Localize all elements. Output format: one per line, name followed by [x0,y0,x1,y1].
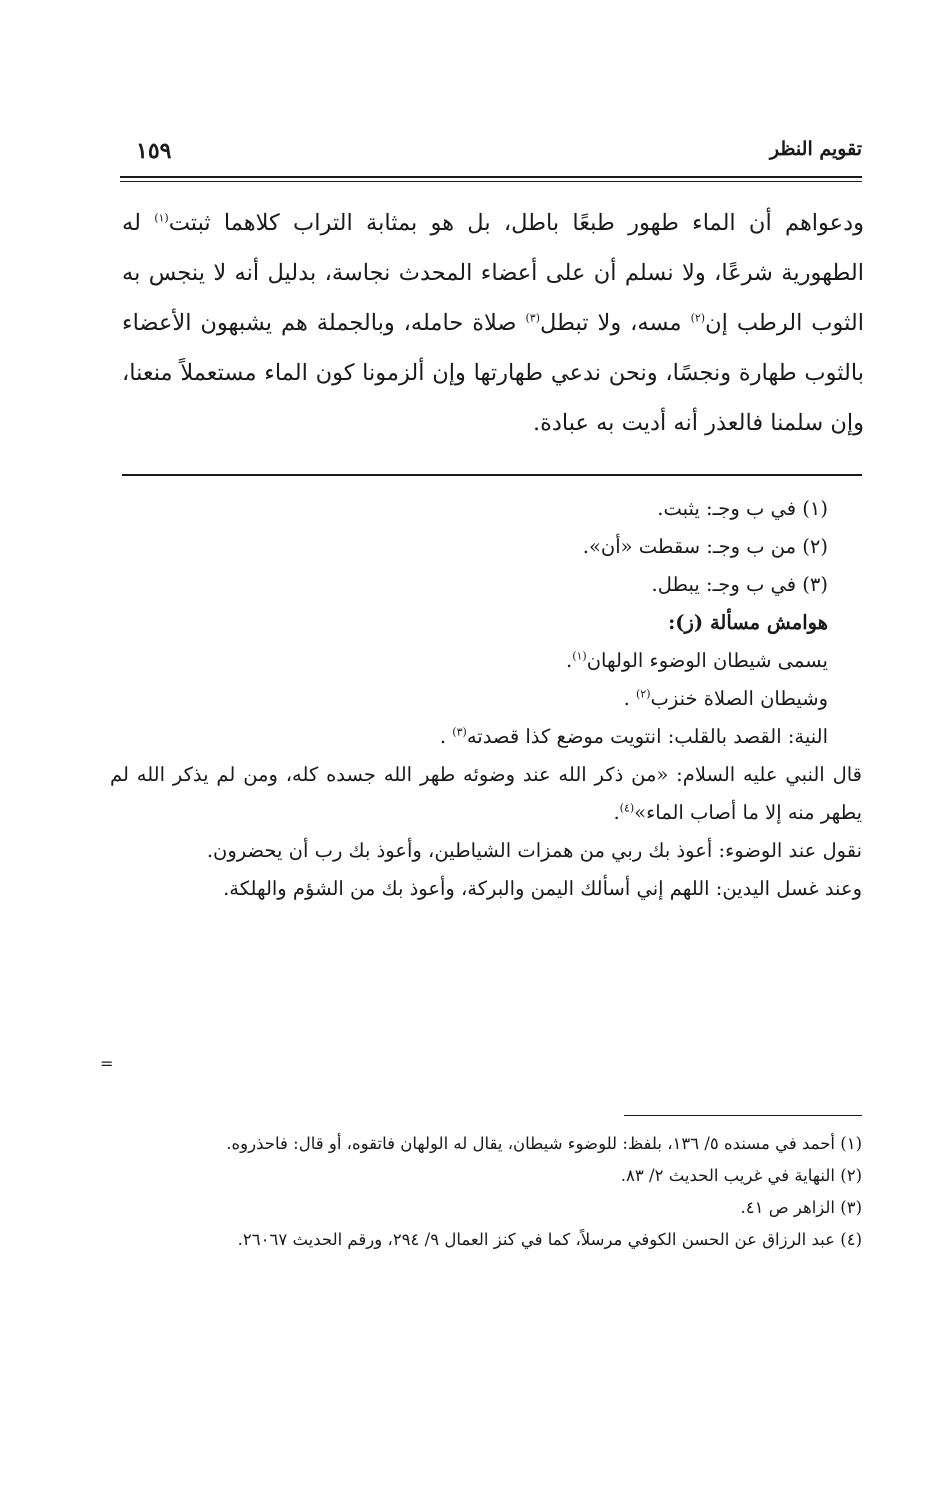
header-rule-thick [120,176,862,178]
footnote: (١) أحمد في مسنده ٥/ ١٣٦، بلفظ: للوضوء شيطان، يقال له الولهان فاتقوه، أو قال: فاحذروه. [226,1134,862,1153]
footnote: (٣) الزاهر ص ٤١. [740,1198,862,1217]
header-rule-thin [120,181,862,182]
footnote: (٤) عبد الرزاق عن الحسن الكوفي مرسلاً، كما في كنز العمال ٩/ ٢٩٤، ورقم الحديث ٢٦٠٦٧. [237,1230,862,1249]
variant-note: (٢) من ب وجـ: سقطت «أن». [582,535,828,558]
footnote-ref: (٤) [619,801,635,815]
running-title: تقويم النظر [769,138,862,160]
footnote-ref: (١) [154,211,169,225]
margin-note: وعند غسل اليدين: اللهم إني أسألك اليمن والبركة، وأعوذ بك من الشؤم والهلكة. [223,877,862,900]
margin-note: قال النبي عليه السلام: «من ذكر الله عند وضوئه طهر الله جسده كله، ومن لم يذكر الله لم يطهر منه إلا ما أصاب الماء»$^{(٤)}$. [110,763,862,824]
footnote-ref: (٣) [525,311,540,325]
variant-note: (١) في ب وجـ: يثبت. [657,497,828,520]
side-mark: = [100,1054,114,1073]
notes-section [110,490,862,908]
margin-note: يسمى شيطان الوضوء الولهان$^{(١)}$. [565,649,828,672]
margin-note: النية: القصد بالقلب: انتويت موضع كذا قصدته$^{(٣)}$ . [439,725,828,748]
footnote-divider [624,1115,862,1116]
footnote-ref: (٢) [690,311,706,325]
margin-note: نقول عند الوضوء: أعوذ بك ربي من همزات الشياطين، وأعوذ بك رب أن يحضرون. [206,839,862,862]
main-text [122,198,864,448]
margin-note: وشيطان الصلاة خنزب$^{(٢)}$ . [623,687,828,710]
variant-note: (٣) في ب وجـ: يبطل. [651,573,828,596]
main-paragraph: ودعواهم أن الماء طهور طبعًا باطل، بل هو بمثابة التراب كلاهما ثبتت$^{(١)}$ له الطهورية شرعًا، ولا نسلم أن على أعضاء المحدث نجاسة، بدليل أنه لا ينجس به الثوب الرطب إن$^{(٢)}$ مسه، ولا تبطل$^{(٣)}$ صلاة حامله، وبالجملة هم يشبهون الأعضاء بالثوب طهارة ونجسًا، ونحن ندعي طهارتها وإن ألزمونا كون الماء مستعملاً منعنا، وإن سلمنا فالعذر أنه أديت به عبادة. [122,210,865,436]
footnote-ref: (٣) [452,725,467,739]
margin-notes-heading: هوامش مسألة (ز): [668,611,828,634]
footnote-ref: (٢) [636,687,651,701]
footnotes [140,1128,862,1256]
footnote-ref: (١) [572,649,587,663]
footnote: (٢) النهاية في غريب الحديث ٢/ ٨٣. [620,1166,862,1185]
page-number: ١٥٩ [136,138,172,164]
section-divider [122,474,862,476]
